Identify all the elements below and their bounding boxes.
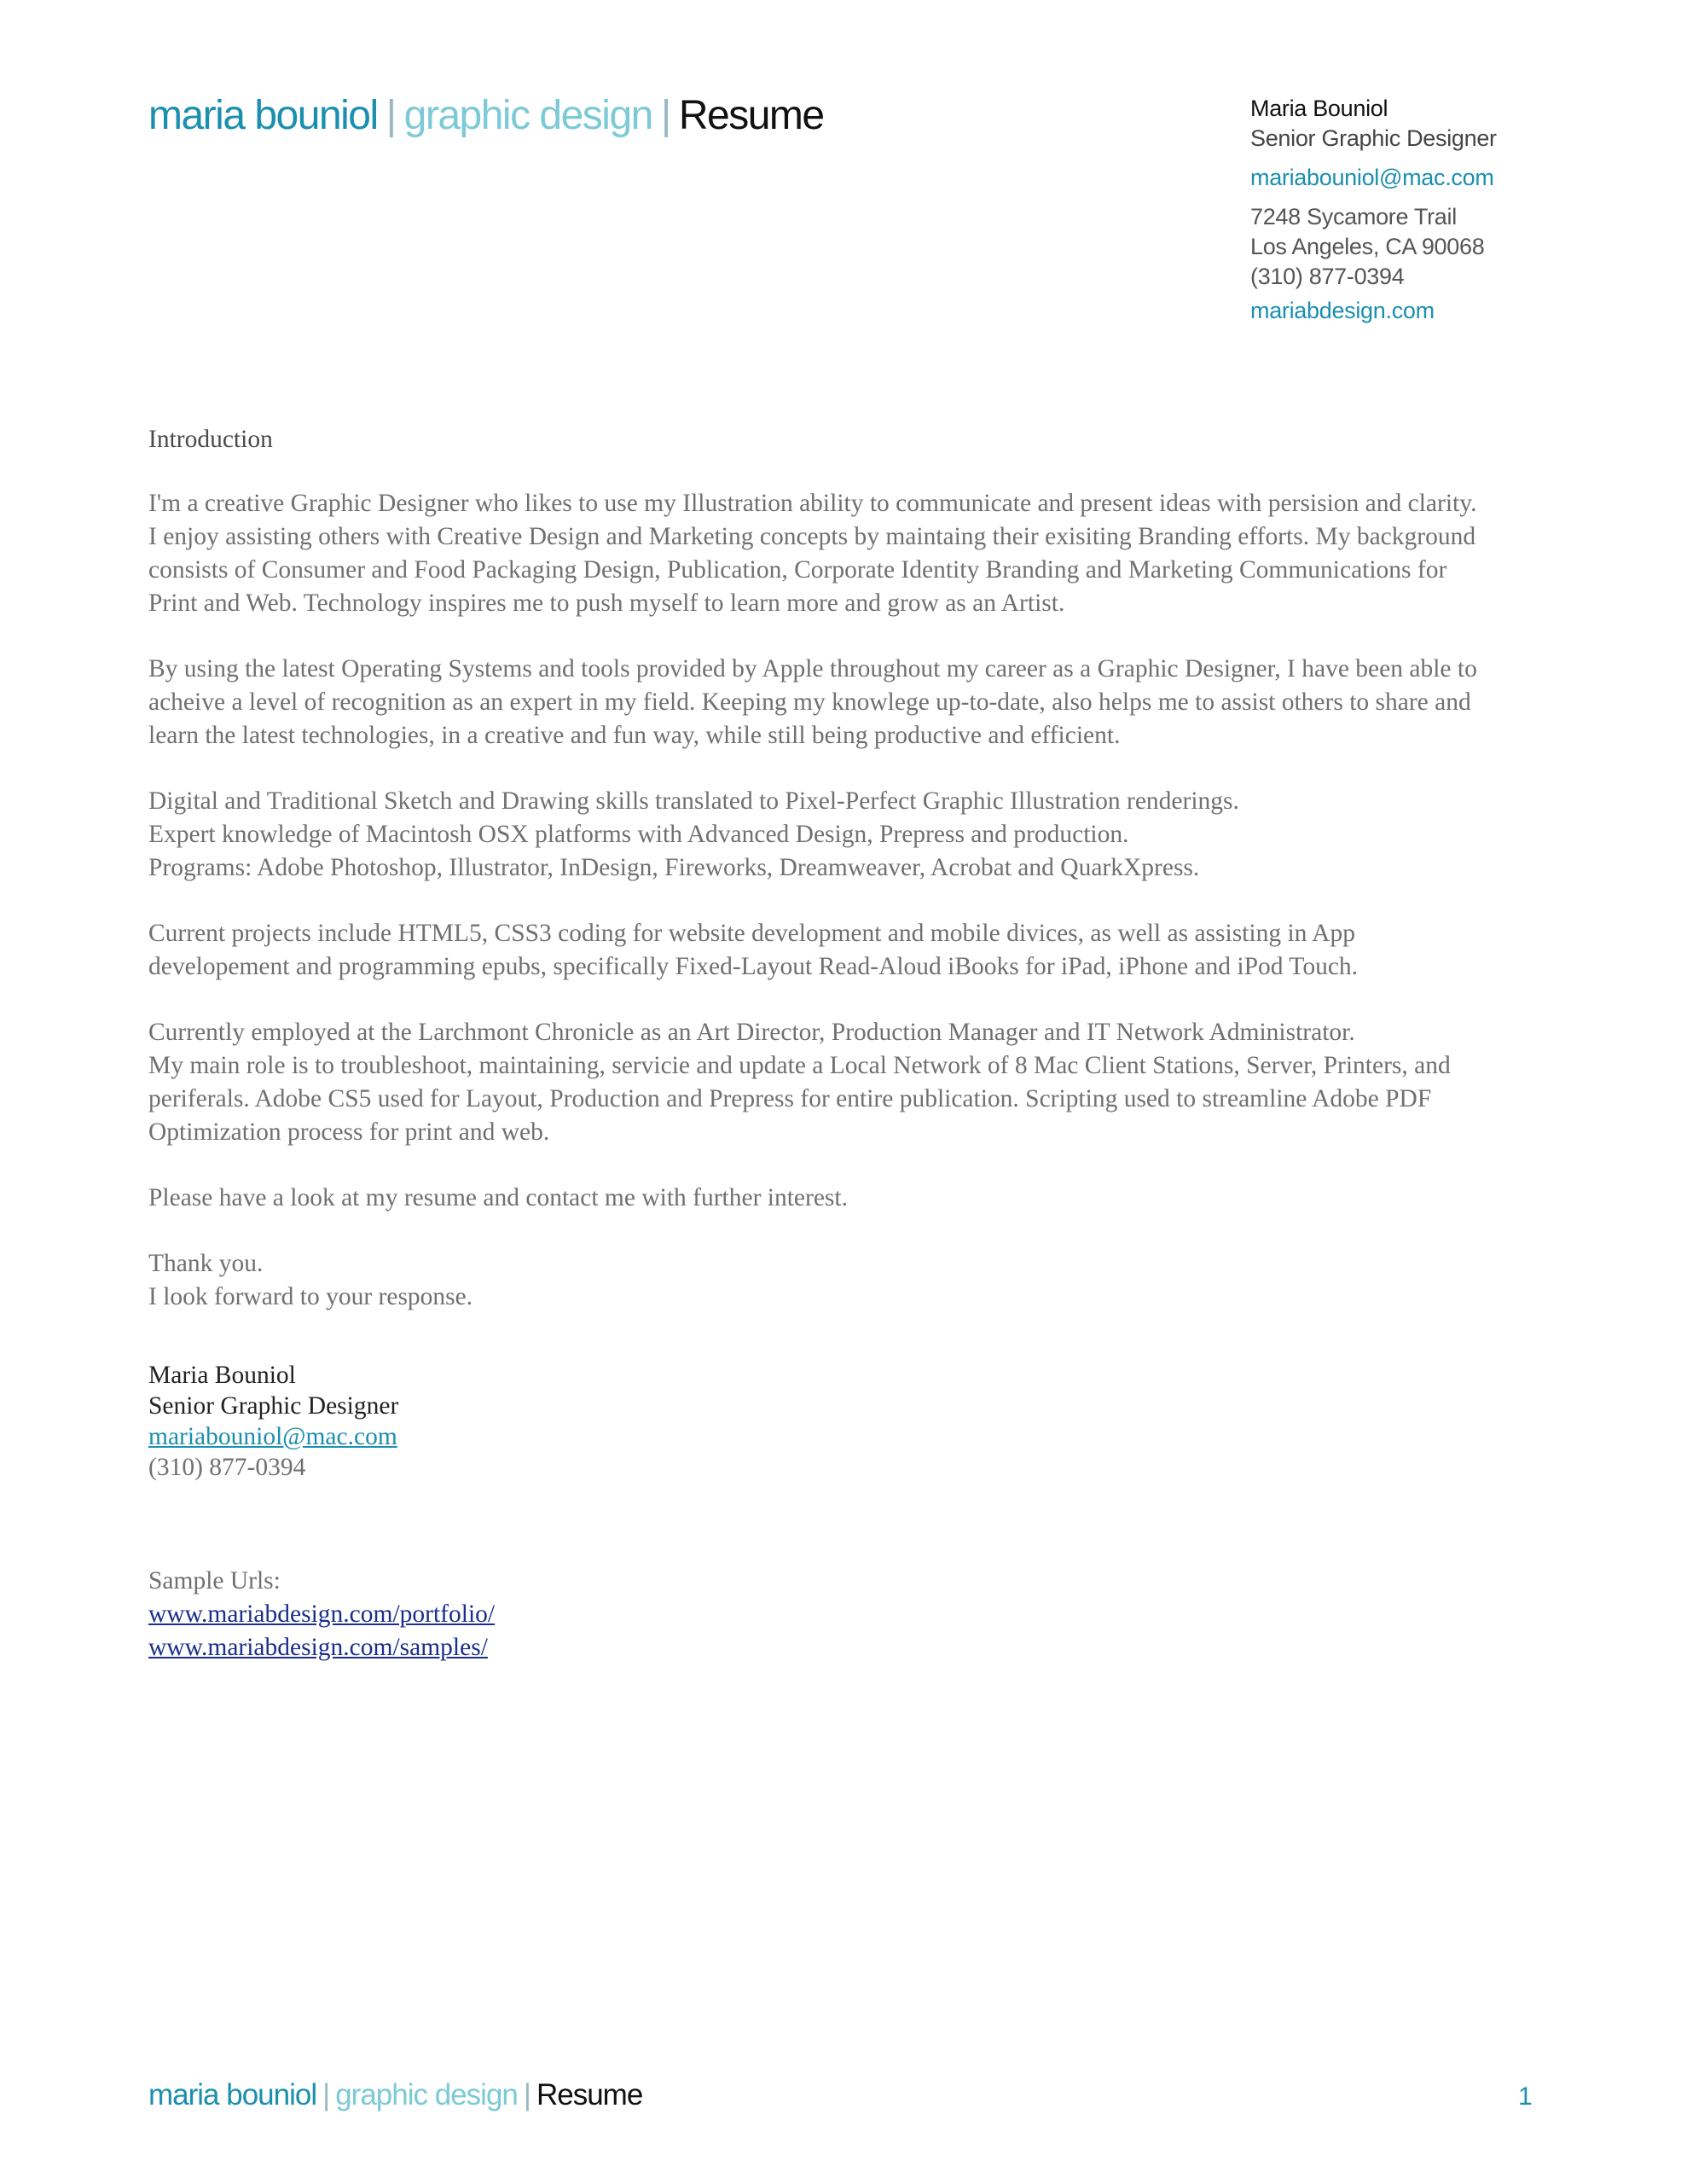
portfolio-link[interactable]: www.mariabdesign.com/portfolio/ <box>148 1600 496 1628</box>
text-line: Currently employed at the Larchmont Chronicle as an Art Director, Production Manager and IT Network Administrator. <box>148 1019 1355 1046</box>
sample-urls <box>148 1565 1547 1664</box>
text-line: I enjoy assisting others with Creative Design and Marketing concepts by maintaing their exisiting Branding efforts. My background <box>148 523 1476 550</box>
text-line: Digital and Traditional Sketch and Drawing skills translated to Pixel-Perfect Graphic Illustration renderings. <box>148 787 1239 815</box>
text-line: developement and programming epubs, specifically Fixed-Layout Read-Aloud iBooks for iPad, iPhone and iPod Touch. <box>148 953 1359 980</box>
signature-block <box>148 1360 1547 1483</box>
text-line: consists of Consumer and Food Packaging Design, Publication, Corporate Identity Branding and Marketing Communications for <box>148 556 1447 584</box>
contact-website-link[interactable]: mariabdesign.com <box>1250 298 1435 323</box>
text-line: acheive a level of recognition as an expert in my field. Keeping my knowlege up-to-date, also helps me to assist others to share and <box>148 688 1471 716</box>
logo-name: maria bouniol <box>148 2078 317 2111</box>
logo-name: maria bouniol <box>148 93 378 138</box>
text-line: Optimization process for print and web. <box>148 1118 550 1146</box>
page-number: 1 <box>1518 2082 1533 2111</box>
contact-city: Los Angeles, CA 90068 <box>1250 234 1485 259</box>
logo-separator: | <box>660 93 670 138</box>
contact-name: Maria Bouniol <box>1250 96 1388 121</box>
text-line: periferals. Adobe CS5 used for Layout, Production and Prepress for entire publication. Scripting used to streamline Adobe PDF <box>148 1085 1432 1112</box>
text-line: By using the latest Operating Systems and tools provided by Apple throughout my career as a Graphic Designer, I have been able to <box>148 655 1477 682</box>
logo-separator: | <box>386 93 396 138</box>
paragraph-employment <box>148 1016 1547 1149</box>
text-line: Please have a look at my resume and contact me with further interest. <box>148 1184 848 1211</box>
contact-title: Senior Graphic Designer <box>1250 125 1497 151</box>
sample-urls-label: Sample Urls: <box>148 1567 281 1594</box>
samples-link[interactable]: www.mariabdesign.com/samples/ <box>148 1634 488 1661</box>
paragraph-apple <box>148 653 1547 752</box>
introduction-heading: Introduction <box>148 426 273 453</box>
logo-resume-label: Resume <box>536 2078 643 2111</box>
logo-resume-label: Resume <box>678 93 824 138</box>
text-line: Current projects include HTML5, CSS3 coding for website development and mobile divices, as well as assisting in App <box>148 920 1355 947</box>
footer-logo <box>148 2080 642 2110</box>
header-logo <box>148 93 824 138</box>
signature-title: Senior Graphic Designer <box>148 1392 399 1420</box>
contact-phone: (310) 877-0394 <box>1250 264 1405 289</box>
logo-separator: | <box>322 2078 330 2111</box>
text-line: learn the latest technologies, in a creative and fun way, while still being productive and efficient. <box>148 722 1121 749</box>
paragraph-contact-request <box>148 1182 1547 1215</box>
text-line: I look forward to your response. <box>148 1283 473 1310</box>
text-line: I'm a creative Graphic Designer who likes to use my Illustration ability to communicate and present ideas with persision and clarity. <box>148 490 1477 517</box>
logo-separator: | <box>523 2078 530 2111</box>
text-line: Thank you. <box>148 1250 264 1277</box>
logo-design-label: graphic design <box>403 93 652 138</box>
contact-email-link[interactable]: mariabouniol@mac.com <box>1250 165 1494 190</box>
signature-phone: (310) 877-0394 <box>148 1454 306 1481</box>
contact-block <box>1250 94 1660 326</box>
paragraph-closing <box>148 1247 1547 1314</box>
paragraph-projects <box>148 917 1547 984</box>
text-line: My main role is to troubleshoot, maintaining, servicie and update a Local Network of 8 Mac Client Stations, Server, Printers, and <box>148 1052 1451 1079</box>
text-line: Print and Web. Technology inspires me to push myself to learn more and grow as an Artist. <box>148 590 1065 617</box>
paragraph-intro <box>148 487 1547 620</box>
letter-body <box>148 423 1547 1664</box>
logo-design-label: graphic design <box>335 2078 518 2111</box>
paragraph-skills <box>148 785 1547 885</box>
signature-email-link[interactable]: mariabouniol@mac.com <box>148 1423 397 1450</box>
contact-street: 7248 Sycamore Trail <box>1250 204 1457 229</box>
signature-name: Maria Bouniol <box>148 1362 296 1389</box>
text-line: Programs: Adobe Photoshop, Illustrator, InDesign, Fireworks, Dreamweaver, Acrobat and QuarkXpress. <box>148 854 1200 881</box>
text-line: Expert knowledge of Macintosh OSX platforms with Advanced Design, Prepress and production. <box>148 821 1129 848</box>
